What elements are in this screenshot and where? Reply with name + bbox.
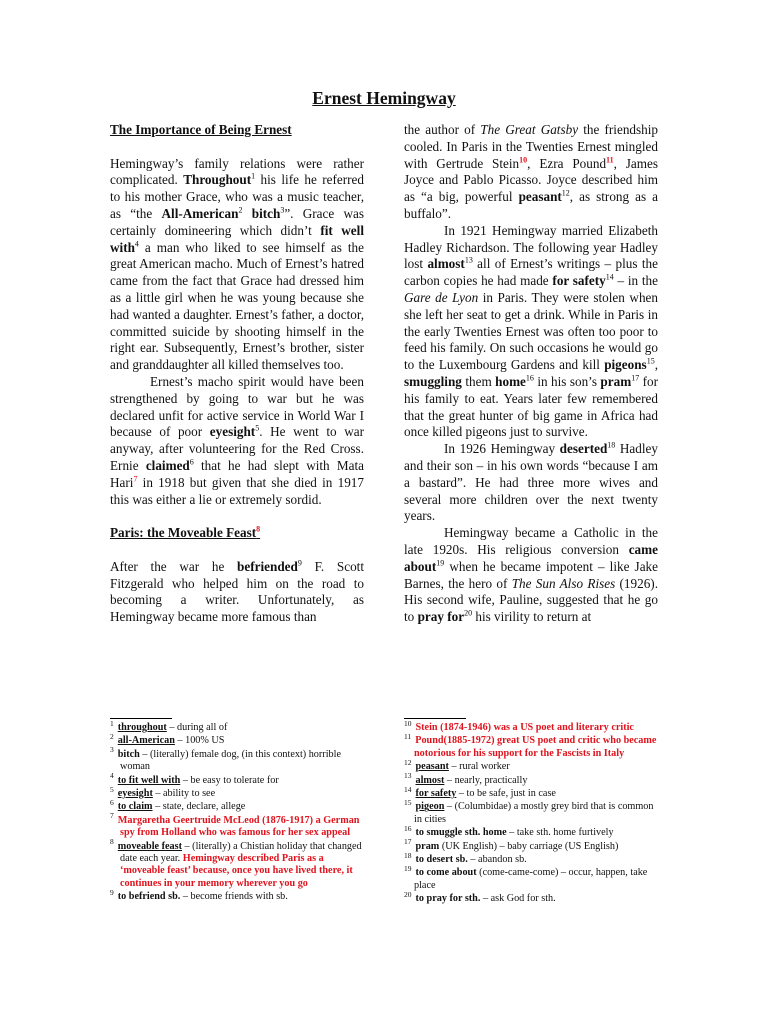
footnote-17: $^{17}$ pram (UK English) – baby carriage (US English) <box>404 837 619 852</box>
footnote-7: $^7$ Margaretha Geertruide McLeod (1876-1917) a German spy from Holland who was famous for her sex appeal <box>110 811 360 839</box>
footnote-14: $^{14}$ for safety – to be safe, just in case <box>404 784 556 800</box>
paragraph-gatsby: the author of The Great Gatsby the friendship cooled. In Paris in the Twenties Ernest mingled with Gertrude Stein$^{10}$, Ezra Pound$^{11}$, James Joyce and Pablo Picasso. Joyce described him as “a big, powerful peasant$^{12}$, as strong as a buffalo”. <box>404 122 658 221</box>
footnote-18: $^{18}$ to desert sb. – abandon sb. <box>404 850 527 866</box>
section-heading-paris: Paris: the Moveable Feast$^8$ <box>110 524 261 541</box>
paragraph-war: Ernest’s macho spirit would have been strengthened by going to war but he was declared unfit for active service in World War I because of poor eyesight$^5$. He went to war anyway, after volunteering for the Red Cross. Ernie claimed$^6$ that he had slept with Mata Hari$^7$ in 1918 but given that she died in 1917 this was either a lie or extremely sordid. <box>110 373 365 507</box>
paragraph-1926: In 1926 Hemingway deserted$^{18}$ Hadley and their son – in his own words “because I am a bastard”. He had three more wives and several more children over the next twenty years. <box>404 440 658 524</box>
footnotes-left <box>110 718 366 905</box>
footnote-8: $^8$ moveable feast – (literally) a Chistian holiday that changed date each year. Hemingway described Paris as a ‘moveable feast’ because, once you have lived there, it continues in your memory wherever you go <box>110 837 362 889</box>
footnote-20: $^{20}$ to pray for sth. – ask God for sth. <box>404 889 556 905</box>
footnote-15: $^{15}$ pigeon – (Columbidae) a mostly grey bird that is common in cities <box>404 798 654 825</box>
footnote-1: $^1$ throughout – during all of <box>110 718 228 733</box>
footnote-3: $^3$ bitch – (literally) female dog, (in this context) horrible woman <box>110 745 341 773</box>
footnote-5: $^5$ eyesight – ability to see <box>110 784 216 800</box>
paragraph-1921: In 1921 Hemingway married Elizabeth Hadley Richardson. The following year Hadley lost almost$^{13}$ all of Ernest’s writings – plus the carbon copies he had made for safety$^{14}$ – in the Gare de Lyon in Paris. They were stolen when she left her seat to get a drink. While in Paris in the early Twenties Ernest was often too poor to feed his family. On such occasions he would go to the Luxembourg Gardens and kill pigeons$^{15}$, smuggling them home$^{16}$ in his son’s pram$^{17}$ for his family to eat. Years later few remembered that the great hunter of big game in Africa had once killed pigeons just to survive. <box>404 222 658 440</box>
footnote-19: $^{19}$ to come about (come-came-come) – occur, happen, take place <box>404 864 648 891</box>
footnote-separator <box>404 718 466 719</box>
footnote-9: $^9$ to befriend sb. – become friends with sb. <box>110 887 288 903</box>
footnote-11: $^{11}$ Pound(1885-1972) great US poet and critic who became notorious for his support for the Fascists in Italy <box>404 732 657 759</box>
footnote-13: $^{13}$ almost – nearly, practically <box>404 771 528 786</box>
footnote-6: $^6$ to claim – state, declare, allege <box>110 798 246 813</box>
left-column <box>110 122 364 626</box>
paragraph-catholic: Hemingway became a Catholic in the late 1920s. His religious conversion came about$^{19}$ when he became impotent – like Jake Barnes, the hero of The Sun Also Rises (1926). His second wife, Pauline, suggested that he go to pray for$^{20}$ his virility to return at <box>404 525 658 625</box>
footnote-separator <box>110 718 172 719</box>
right-column <box>404 122 658 626</box>
footnote-2: $^2$ all-American – 100% US <box>110 732 225 747</box>
paragraph-family: Hemingway’s family relations were rather complicated. Throughout$^1$ his life he referred to his mother Grace, who was a music teacher, as “the All-American$^2$ bitch$^3$”. Grace was certainly domineering which didn’t fit well with$^4$ a man who liked to see himself as the great American macho. Much of Ernest’s hatred came from the fact that Grace had dressed him as a little girl when he was young because she had wanted a daughter. Ernest’s father, a doctor, committed suicide by shooting himself in the right ear. Subsequently, Ernest’s brother, sister and granddaughter all killed themselves too. <box>110 155 365 373</box>
section-heading-importance: The Importance of Being Ernest <box>110 122 292 137</box>
paragraph-paris: After the war he befriended$^9$ F. Scott Fitzgerald who helped him on the road to becoming a writer. Unfortunately, as Hemingway became more famous than <box>110 558 364 625</box>
footnote-16: $^{16}$ to smuggle sth. home – take sth. home furtively <box>404 823 614 839</box>
footnote-4: $^4$ to fit well with – be easy to tolerate for <box>110 771 279 786</box>
footnote-12: $^{12}$ peasant – rural worker <box>404 757 510 773</box>
footnotes-right <box>404 718 660 907</box>
footnote-10: $^{10}$ Stein (1874-1946) was a US poet and literary critic <box>404 718 634 733</box>
page-title: Ernest Hemingway <box>312 88 456 108</box>
